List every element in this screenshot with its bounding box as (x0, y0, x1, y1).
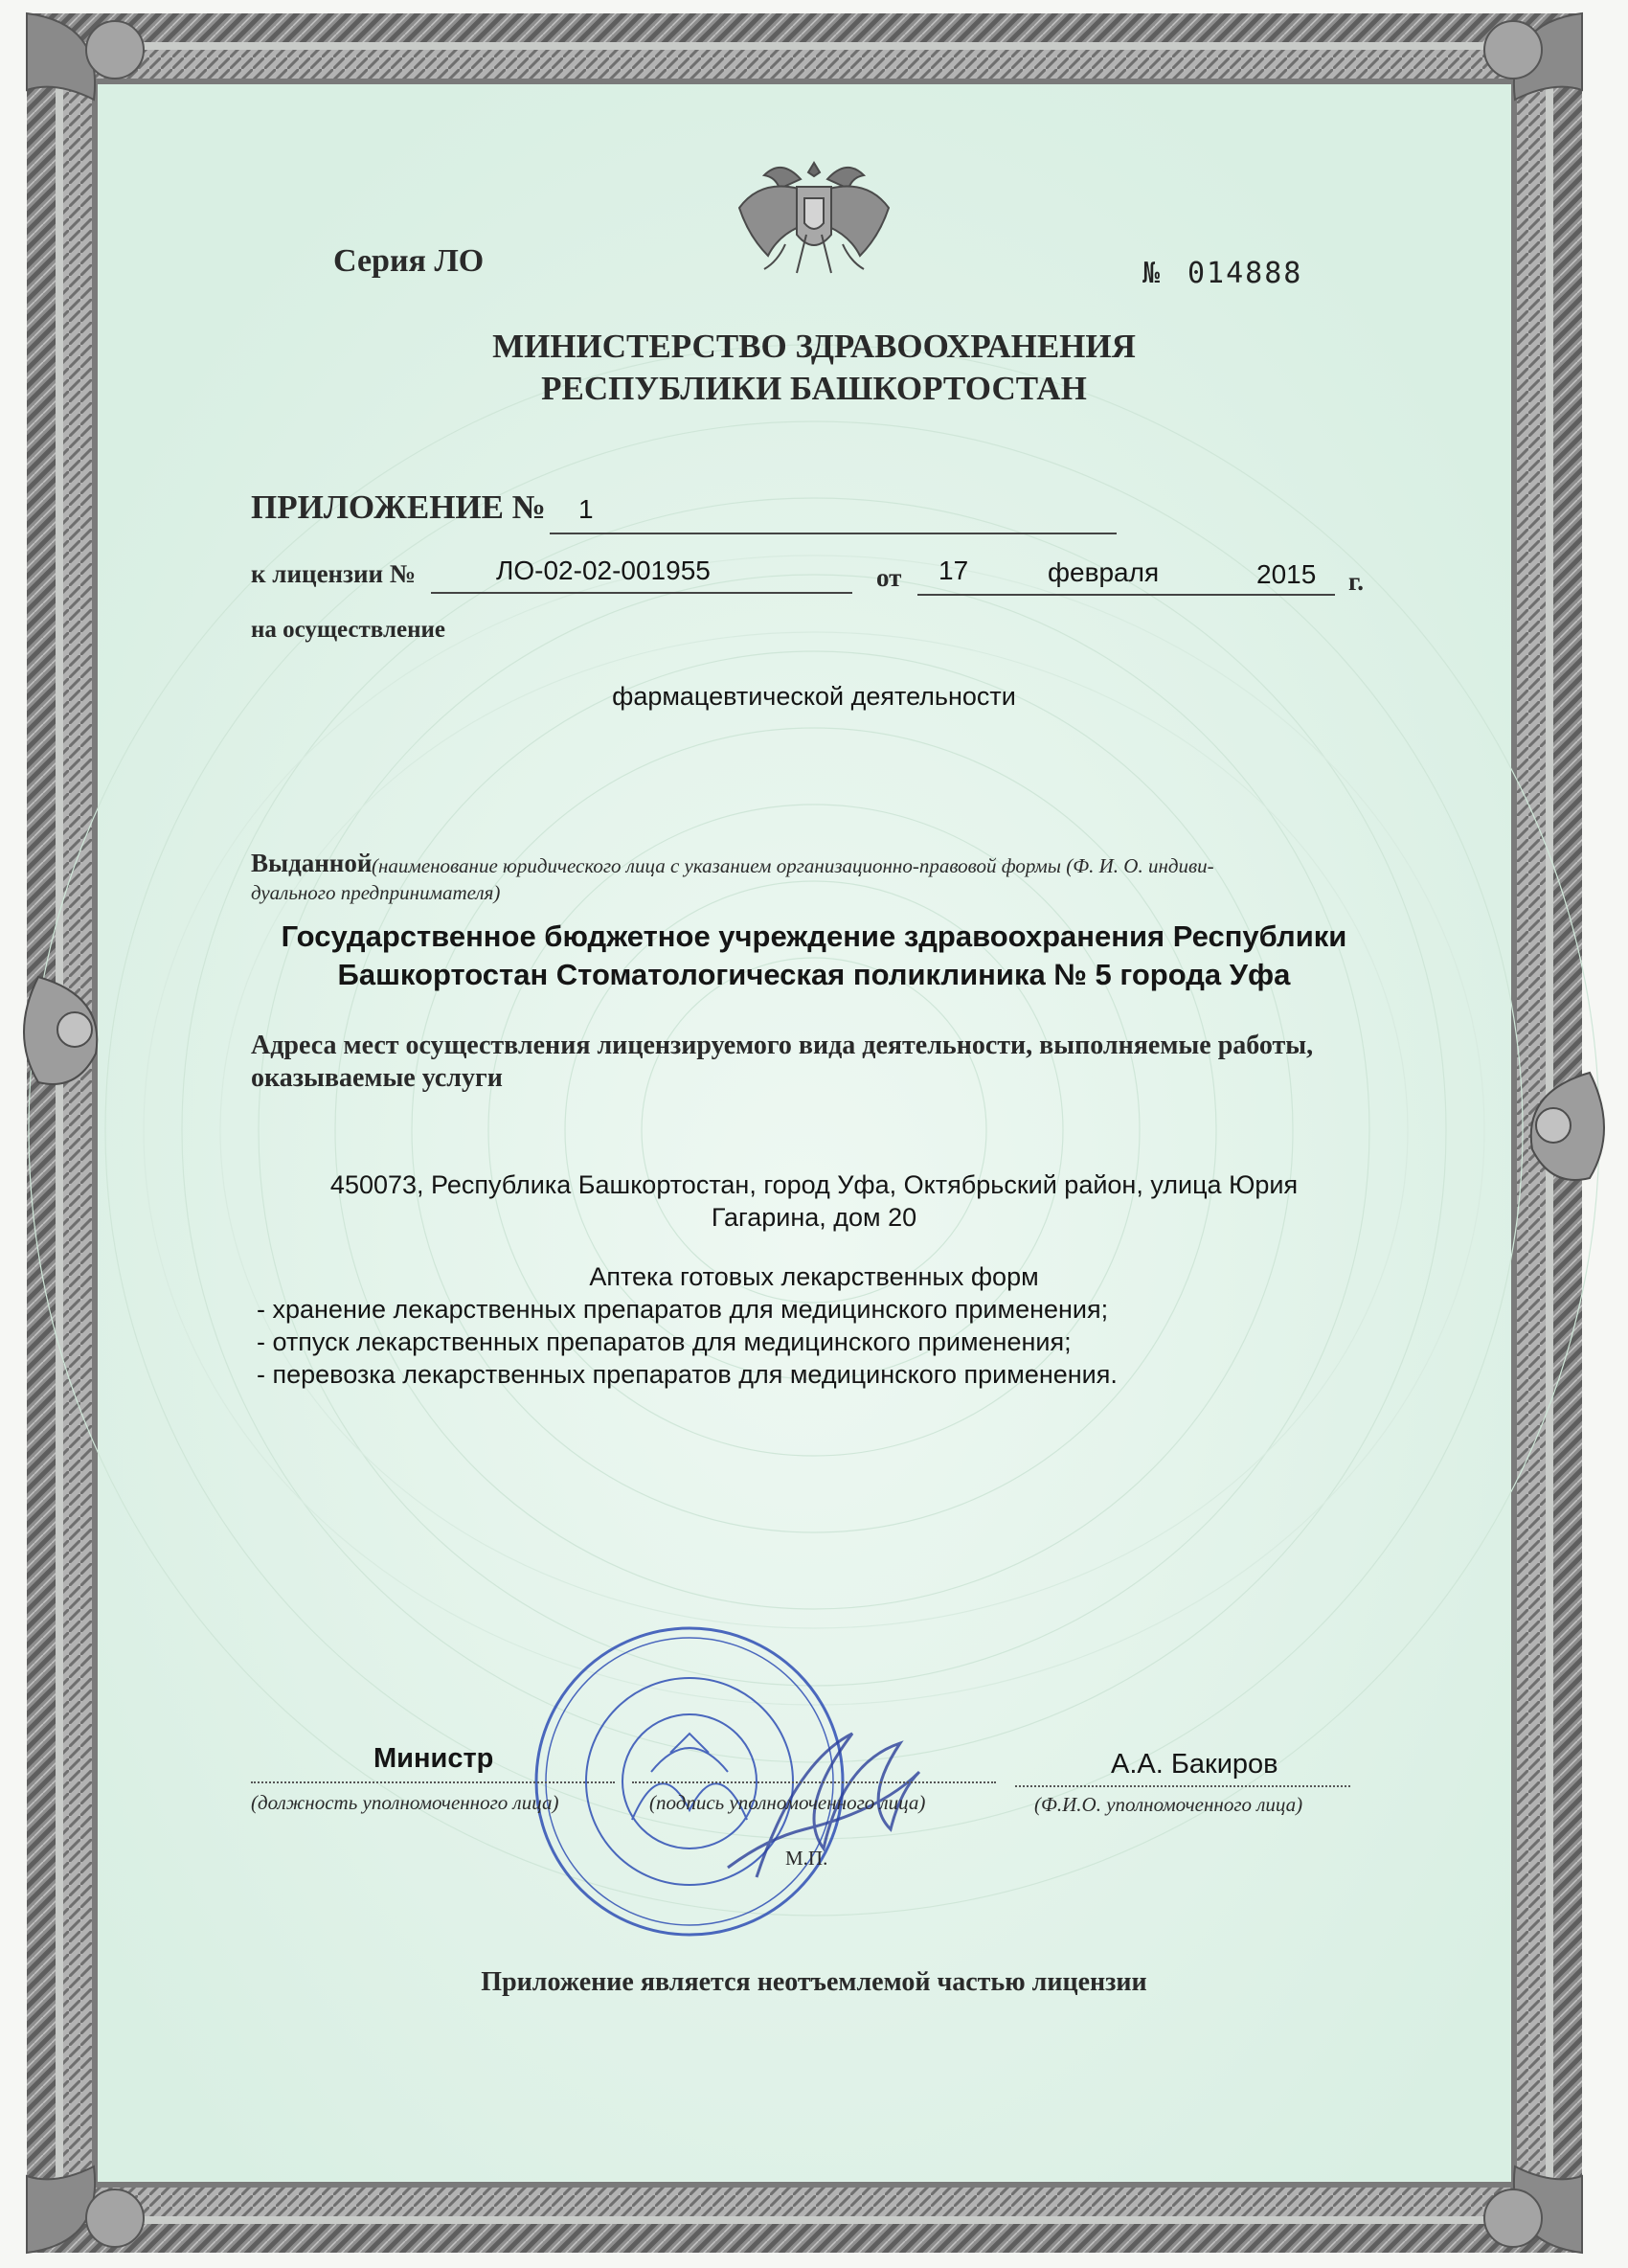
service-item: - хранение лекарственных препаратов для медицинского применения; (257, 1295, 1109, 1324)
activity-name: фармацевтической деятельности (612, 682, 1016, 711)
issued-label: Выданной (251, 849, 373, 877)
organization-line-1: Государственное бюджетное учреждение здравоохранения Республики (281, 919, 1347, 953)
caption-signature: (подпись уполномоченного лица) (649, 1791, 926, 1814)
issuer-line-2: РЕСПУБЛИКИ БАШКОРТОСТАН (541, 370, 1087, 407)
from-label: от (876, 563, 902, 592)
pharmacy-title: Аптека готовых лекарственных форм (589, 1262, 1039, 1291)
series-label: Серия ЛО (333, 243, 485, 279)
document-number: 014888 (1187, 257, 1303, 290)
service-item: - отпуск лекарственных препаратов для медицинского применения; (257, 1327, 1072, 1356)
number-sign: № (1142, 257, 1161, 290)
address-line-2: Гагарина, дом 20 (711, 1203, 917, 1232)
date-year: 2015 (1256, 559, 1317, 589)
date-month: февраля (1048, 557, 1160, 587)
caption-name: (Ф.И.О. уполномоченного лица) (1034, 1793, 1303, 1816)
appendix-number-line (550, 533, 1117, 534)
license-label: к лицензии № (251, 559, 416, 588)
issued-caption-line-2: дуального предпринимателя) (251, 881, 501, 904)
seal-mark: М.П. (785, 1847, 828, 1870)
year-suffix: г. (1348, 567, 1364, 596)
license-number: ЛО-02-02-001955 (496, 556, 711, 585)
service-item: - перевозка лекарственных препаратов для медицинского применения. (257, 1360, 1118, 1389)
appendix-number: 1 (578, 494, 594, 524)
date-day: 17 (938, 556, 969, 585)
signature-line (632, 1781, 996, 1783)
addresses-label-line-1: Адреса мест осуществления лицензируемого вида деятельности, выполняемые работы, (251, 1031, 1314, 1060)
signatory-position: Министр (373, 1743, 494, 1774)
issued-caption-line-1: (наименование юридического лица с указанием организационно-правовой формы (Ф. И. О. индиви- (372, 854, 1214, 877)
caption-position: (должность уполномоченного лица) (251, 1791, 559, 1814)
organization-line-2: Башкортостан Стоматологическая поликлиника № 5 города Уфа (337, 958, 1291, 991)
name-line (1015, 1785, 1350, 1787)
signatory-name: А.А. Бакиров (1111, 1749, 1278, 1780)
addresses-label-line-2: оказываемые услуги (251, 1063, 503, 1093)
footer-note: Приложение является неотъемлемой частью лицензии (481, 1967, 1147, 1997)
appendix-label: ПРИЛОЖЕНИЕ № (251, 488, 546, 526)
purpose-label: на осуществление (251, 617, 446, 643)
address-line-1: 450073, Республика Башкортостан, город Уфа, Октябрьский район, улица Юрия (329, 1170, 1299, 1199)
position-line (251, 1781, 615, 1783)
issuer-line-1: МИНИСТЕРСТВО ЗДРАВООХРАНЕНИЯ (492, 328, 1136, 365)
license-number-line (431, 592, 852, 594)
date-line (917, 594, 1335, 596)
